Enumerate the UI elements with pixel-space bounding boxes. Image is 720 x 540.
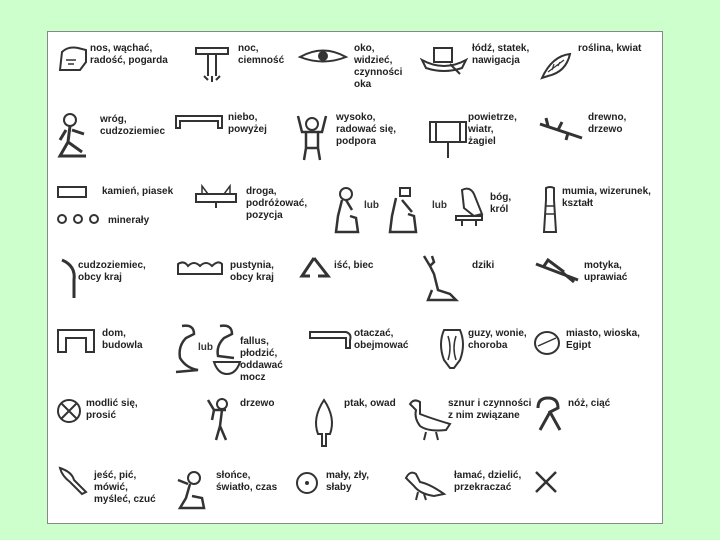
- sign-label: oko, widzieć, czynności oka: [354, 43, 403, 90]
- boat-glyph-icon: [420, 42, 468, 76]
- hoe-glyph-icon: [534, 258, 582, 284]
- sign-label: minerały: [108, 215, 150, 226]
- seated-man-eating-glyph-icon: [174, 470, 210, 512]
- sign-label: pustynia, obcy kraj: [230, 260, 274, 283]
- hieroglyph-sheet: [47, 31, 663, 524]
- sign-label: dziki: [472, 260, 495, 271]
- sign-label: modlić się, prosić: [86, 398, 138, 421]
- sign-label: łamać, dzielić, przekraczać: [454, 470, 522, 493]
- phallus-glyph-icon: [308, 328, 354, 352]
- tree-glyph-icon: [312, 398, 336, 448]
- sign-label: motyka, uprawiać: [584, 260, 628, 283]
- sign-label: roślina, kwiat: [578, 43, 642, 54]
- plant-glyph-icon: [538, 52, 574, 82]
- sign-label: dom, budowla: [102, 328, 143, 351]
- sign-label: łódź, statek, nawigacja: [472, 43, 530, 66]
- minerals-glyph-icon: [56, 212, 102, 226]
- sign-label: bóg, król: [490, 192, 512, 215]
- sign-label: droga, podróżować, pozycja: [246, 186, 308, 221]
- sun-glyph-icon: [294, 470, 320, 496]
- praying-man-glyph-icon: [204, 396, 234, 444]
- road-glyph-icon: [194, 184, 238, 210]
- alternative-label: lub: [198, 342, 213, 353]
- sign-label: noc, ciemność: [238, 43, 285, 66]
- sign-label: miasto, wioska, Egipt: [566, 328, 640, 351]
- sky-glyph-icon: [174, 112, 224, 132]
- sign-label: kamień, piasek: [102, 186, 174, 197]
- sign-label: nos, wąchać, radość, pogarda: [90, 43, 168, 66]
- stone-glyph-icon: [56, 185, 88, 199]
- sign-label: mumia, wizerunek, kształt: [562, 186, 651, 209]
- sparrow-glyph-icon: [404, 468, 448, 502]
- alternative-label: lub: [432, 200, 447, 211]
- rope-glyph-icon: [534, 396, 564, 432]
- sign-label: nóż, ciąć: [568, 398, 611, 409]
- alternative-label: lub: [364, 200, 379, 211]
- sign-label: cudzoziemiec, obcy kraj: [78, 260, 146, 283]
- eye-glyph-icon: [298, 46, 348, 68]
- sign-label: mały, zły, słaby: [326, 470, 369, 493]
- tumor-glyph-icon: [532, 328, 562, 358]
- enemy-glyph-icon: [56, 112, 100, 162]
- sign-label: jeść, pić, mówić, myśleć, czuć: [94, 470, 156, 505]
- sign-label: guzy, wonie, choroba: [468, 328, 527, 351]
- city-glyph-icon: [56, 398, 82, 424]
- high-glyph-icon: [294, 114, 330, 162]
- house-glyph-icon: [56, 328, 96, 354]
- night-glyph-icon: [194, 44, 230, 84]
- crowned-god-glyph-icon: [388, 186, 422, 236]
- seated-god-glyph-icon: [332, 186, 362, 236]
- sign-label: drzewo: [240, 398, 275, 409]
- sign-label: sznur i czynności z nim związane: [448, 398, 532, 421]
- sign-label: słońce, światło, czas: [216, 470, 278, 493]
- desert-glyph-icon: [176, 258, 224, 278]
- sign-label: niebo, powyżej: [228, 112, 267, 135]
- wild-animal-glyph-icon: [420, 254, 460, 304]
- sign-label: drewno, drzewo: [588, 112, 627, 135]
- cobra-basket-glyph-icon: [212, 324, 242, 376]
- sign-label: ptak, owad: [344, 398, 396, 409]
- crossed-sticks-glyph-icon: [534, 470, 558, 494]
- sign-label: powietrze, wiatr, żagiel: [468, 112, 517, 147]
- sign-label: wysoko, radować się, podpora: [336, 112, 397, 147]
- sign-label: fallus, płodzić, oddawać mocz: [240, 336, 283, 383]
- branch-glyph-icon: [538, 116, 584, 142]
- sign-label: iść, biec: [334, 260, 374, 271]
- falcon-glyph-icon: [452, 186, 486, 228]
- sail-glyph-icon: [426, 118, 470, 162]
- embrace-glyph-icon: [436, 326, 468, 372]
- sign-label: otaczać, obejmować: [354, 328, 409, 351]
- nose-glyph-icon: [56, 44, 90, 74]
- sign-label: wróg, cudzoziemiec: [100, 114, 166, 137]
- walking-legs-glyph-icon: [298, 256, 332, 280]
- knife-glyph-icon: [58, 466, 90, 496]
- mummy-glyph-icon: [540, 186, 560, 236]
